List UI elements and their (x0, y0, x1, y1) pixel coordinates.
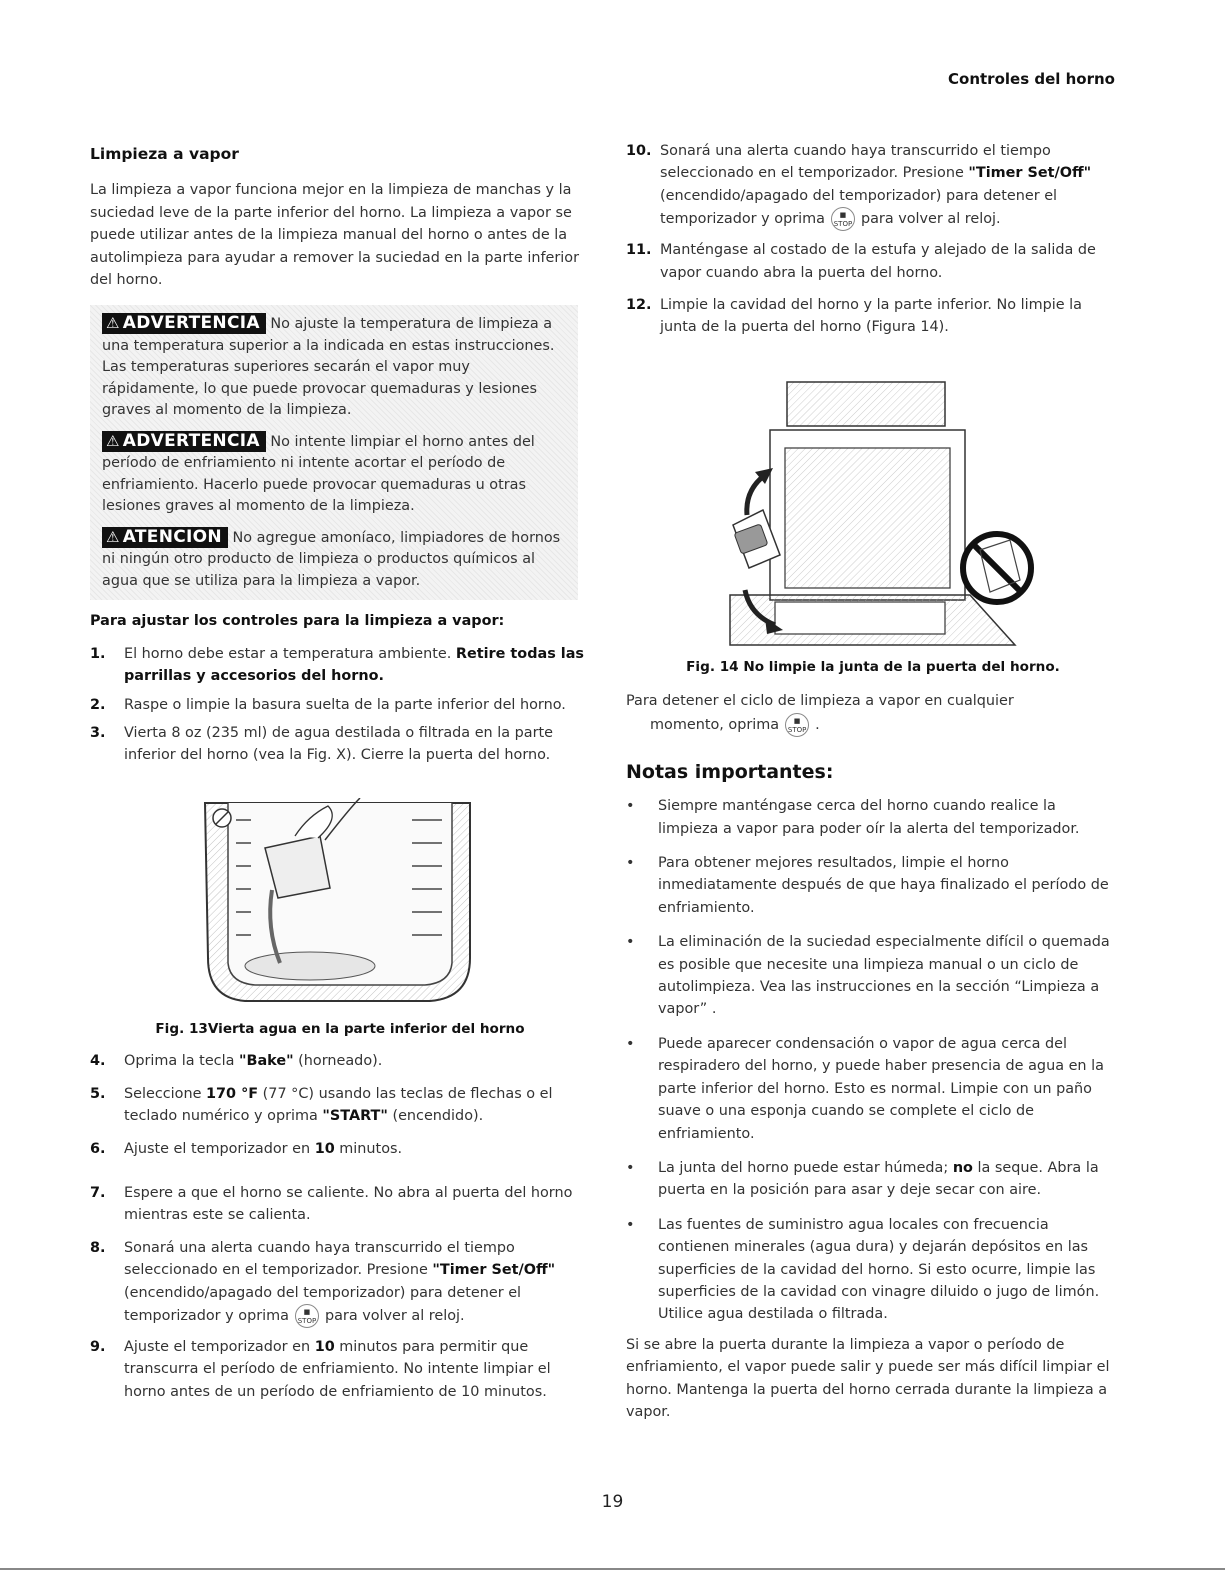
note-item: • La eliminación de la suciedad especialmente difícil o quemada es posible que necesite una limpieza manual o un ciclo de autolimpieza. Vea las instrucciones en la sección “Limpieza a vapor” . (626, 934, 1110, 1018)
warning-box (90, 305, 578, 600)
note-item: • Las fuentes de suministro agua locales con frecuencia contienen minerales (agua dura) y dejarán depósitos en las superficies de la cavidad del horno. Si esto ocurre, limpie las superficies de la cavidad con vinagre diluido o jugo de limón. Utilice agua destilada o filtrada. (626, 1216, 1100, 1323)
note-item: • Siempre manténgase cerca del horno cuando realice la limpieza a vapor para poder oír la alerta del temporizador. (626, 798, 1080, 837)
intro-paragraph: La limpieza a vapor funciona mejor en la limpieza de manchas y la suciedad leve de la parte inferior del horno. La limpieza a vapor se puede utilizar antes de la limpieza manual del horno o antes de la autolimpieza para ayudar a remover la suciedad en la parte inferior del horno. (90, 182, 580, 289)
left-column (90, 143, 590, 773)
left-column-lower (90, 1018, 590, 1409)
right-column (626, 140, 1120, 345)
stop-paragraph: Para detener el ciclo de limpieza a vapor en cualquier momento, oprima ■ STOP . (626, 690, 1120, 736)
caution-text: No agregue amoníaco, limpiadores de hornos ni ningún otro producto de limpieza o productos químicos al agua que se utiliza para la limpieza a vapor. (102, 529, 561, 589)
step-item: 8. Sonará una alerta cuando haya transcurrido el tiempo seleccionado en el temporizador. Presione "Timer Set/Off" (encendido/apagado del temporizador) para detener el temporizador y oprima ■ STOP para volver al reloj. (90, 1237, 590, 1328)
caution-1 (102, 527, 568, 593)
steps-subheading: Para ajustar los controles para la limpieza a vapor: (90, 613, 505, 630)
step-item: 2. Raspe o limpie la basura suelta de la parte inferior del horno. (90, 696, 566, 713)
step-item: 3. Vierta 8 oz (235 ml) de agua destilada o filtrada en la parte inferior del horno (vea la Fig. X). Cierre la puerta del horno. (90, 725, 554, 764)
page-bottom-rule (0, 1568, 1225, 1570)
oven-door-gasket-illustration (725, 380, 1045, 648)
section-heading: Limpieza a vapor (90, 145, 239, 163)
steps-list-2 (90, 1050, 590, 1403)
warning-text: No ajuste la temperatura de limpieza a una temperatura superior a la indicada en estas instrucciones. Las temperaturas superiores secarán el vapor muy rápidamente, lo que puede provocar quemaduras y lesiones graves al momento de la limpieza. (102, 316, 555, 419)
step-item: 5. Seleccione 170 °F (77 °C) usando las teclas de flechas o el teclado numérico y oprima "START" (encendido). (90, 1085, 553, 1125)
warning-text: No intente limpiar el horno antes del período de enfriamiento ni intente acortar el período de enfriamiento. Hacerlo puede provocar quemaduras u otras lesiones graves al momento de la limpieza. (102, 433, 535, 515)
stop-icon: ■ STOP (295, 1304, 319, 1328)
stop-icon: ■ STOP (831, 207, 855, 231)
warning-triangle-icon: ⚠ (106, 527, 120, 546)
caution-badge: ⚠ ATENCION (102, 527, 228, 548)
closing-paragraph: Si se abre la puerta durante la limpieza a vapor o período de enfriamiento, el vapor puede salir y puede ser más difícil limpiar el horno. Mantenga la puerta del horno cerrada durante la limpieza a vapor. (626, 1336, 1110, 1420)
notes-list (626, 795, 1120, 1326)
page-number: 19 (601, 1492, 624, 1512)
figure-13-caption: Fig. 13Vierta agua en la parte inferior del horno (155, 1021, 525, 1037)
step-item: 4. Oprima la tecla "Bake" (horneado). (90, 1053, 383, 1070)
warning-badge: ⚠ ADVERTENCIA (102, 313, 266, 334)
step-item: 1. El horno debe estar a temperatura ambiente. Retire todas las parrillas y accesorios del horno. (90, 645, 584, 685)
step-item: 11. Manténgase al costado de la estufa y alejado de la salida de vapor cuando abra la puerta del horno. (626, 242, 1096, 281)
figure-14-caption: Fig. 14 No limpie la junta de la puerta del horno. (686, 659, 1060, 675)
right-column-lower (626, 656, 1120, 1423)
step-item: 6. Ajuste el temporizador en 10 minutos. (90, 1140, 403, 1157)
step-item: 12. Limpie la cavidad del horno y la parte inferior. No limpie la junta de la puerta del horno (Figura 14). (626, 297, 1083, 336)
note-item: • La junta del horno puede estar húmeda; no la seque. Abra la puerta en la posición para asar y deje secar con aire. (626, 1159, 1099, 1199)
warning-1 (102, 313, 568, 422)
warning-triangle-icon: ⚠ (106, 431, 120, 450)
step-item: 7. Espere a que el horno se caliente. No abra al puerta del horno mientras este se calienta. (90, 1185, 573, 1224)
warning-triangle-icon: ⚠ (106, 314, 120, 333)
warning-2 (102, 431, 568, 518)
page-header-title: Controles del horno (948, 70, 1115, 88)
note-item: • Para obtener mejores resultados, limpie el horno inmediatamente después de que haya finalizado el período de enfriamiento. (626, 855, 1109, 916)
warning-badge: ⚠ ADVERTENCIA (102, 431, 266, 452)
step-item: 10. Sonará una alerta cuando haya transcurrido el tiempo seleccionado en el temporizador. Presione "Timer Set/Off" (encendido/apagado del temporizador) para detener el temporizador y oprima ■ STOP para volver al reloj. (626, 140, 1120, 231)
notes-heading: Notas importantes: (626, 760, 834, 783)
steps-list-3 (626, 140, 1120, 339)
oven-pour-water-illustration (200, 798, 480, 1008)
steps-list-1 (90, 643, 590, 767)
step-item: 9. Ajuste el temporizador en 10 minutos para permitir que transcurra el período de enfriamiento. No intente limpiar el horno antes de un período de enfriamiento de 10 minutos. (90, 1339, 551, 1400)
note-item: • Puede aparecer condensación o vapor de agua cerca del respiradero del horno, y puede haber presencia de agua en la parte inferior del horno. Esto es normal. Limpie con un paño suave o una esponja cuando se complete el ciclo de enfriamiento. (626, 1035, 1104, 1142)
stop-icon: ■ STOP (785, 713, 809, 737)
